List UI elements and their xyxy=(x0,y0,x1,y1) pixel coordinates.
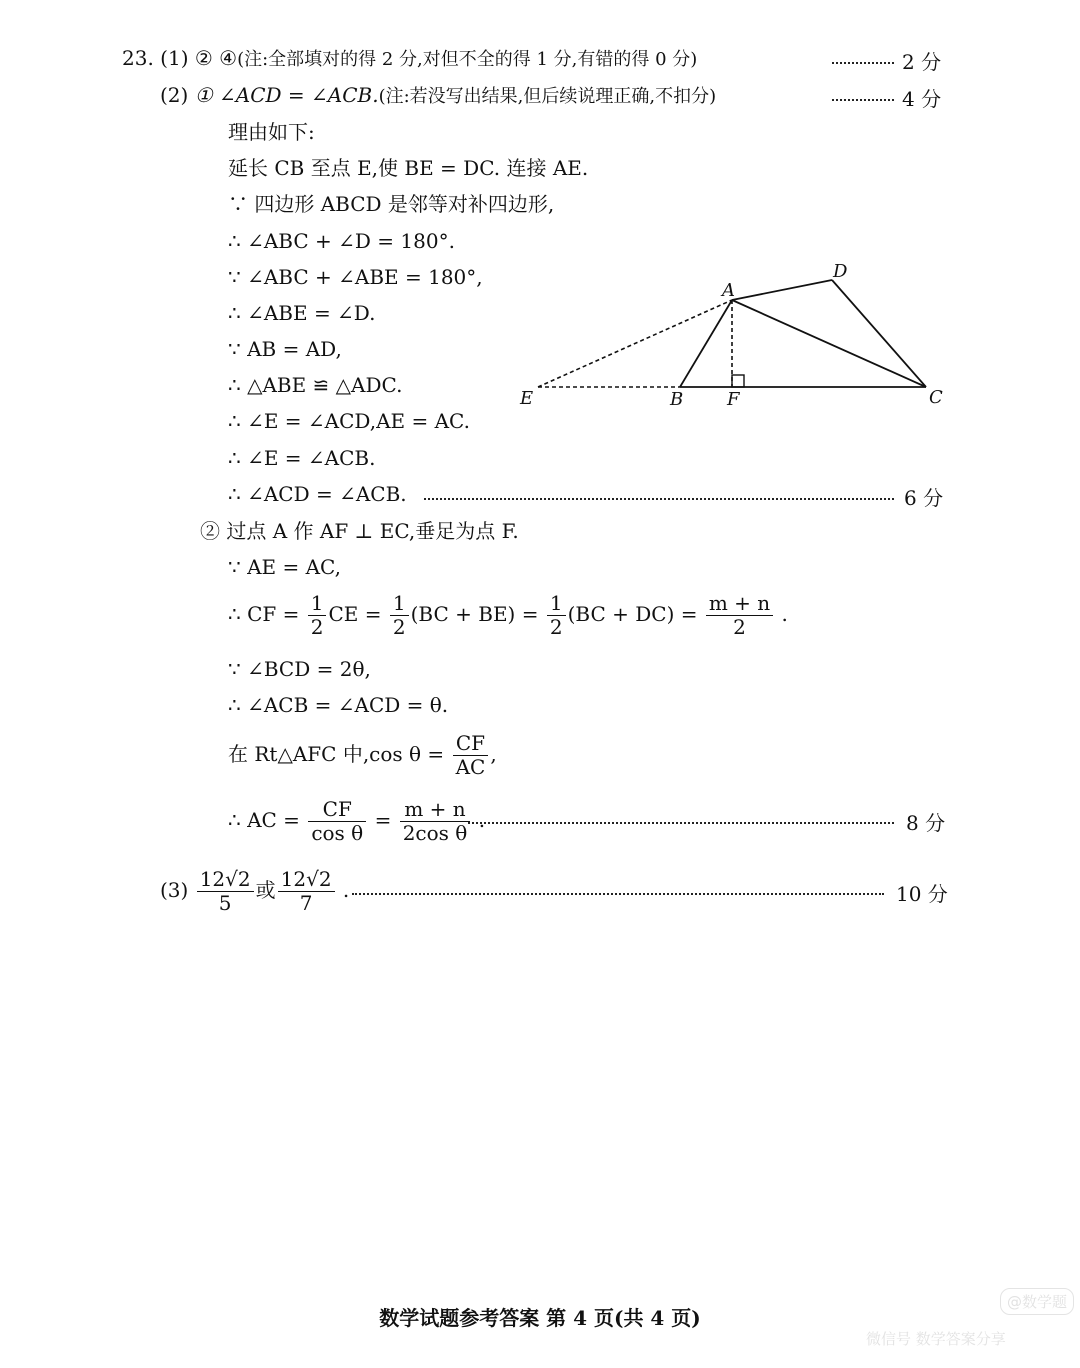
cos-equation: 在 Rt△AFC 中,cos θ = $\frac{CF}{AC}$ , xyxy=(228,731,497,779)
segment-AB xyxy=(680,300,732,387)
right-angle-mark xyxy=(732,375,744,387)
proof-step: ∴ ∠ABE = ∠D. xyxy=(228,301,376,325)
label-E: E xyxy=(520,388,534,409)
fraction-half: $\frac{1}{2}$ xyxy=(390,592,409,639)
reason-title: 理由如下: xyxy=(228,120,315,144)
proof-step: ∴ ∠E = ∠ACD,AE = AC. xyxy=(228,409,471,433)
part2-step: ∴ ∠ACB = ∠ACD = θ. xyxy=(228,693,449,717)
fraction-answer-2: $\frac{12√2}{7}$ xyxy=(278,868,335,915)
ac-equation: ∴ AC = $\frac{CF}{\text{cos θ}}$ = $\frac{m + n}{\text{2cos θ}}$ . xyxy=(228,797,486,845)
score-2: 2 分 xyxy=(902,50,942,74)
fraction-cf-over-cos: $\frac{CF}{\text{cos θ}}$ xyxy=(308,798,366,845)
cf-equation: ∴ CF = $\frac{1}{2}$ CE = $\frac{1}{2}$ (BC + BE) = $\frac{1}{2}$ (BC + DC) = $\frac{m + n}{2}$ . xyxy=(228,591,788,639)
proof-step: ∴ ∠E = ∠ACB. xyxy=(228,446,376,470)
q23-part1-label: 23. (1) xyxy=(122,46,189,70)
cf-prefix: ∴ CF = xyxy=(228,602,300,626)
proof-step: 延长 CB 至点 E,使 BE = DC. 连接 AE. xyxy=(228,156,589,180)
q23-part2 xyxy=(160,83,716,108)
page-footer: 数学试题参考答案 第 4 页(共 4 页) xyxy=(379,1306,701,1330)
leader-dots xyxy=(352,893,884,895)
fraction-answer-1: $\frac{12√2}{5}$ xyxy=(197,868,254,915)
segment-DC xyxy=(832,280,926,387)
proof-step: ∴ ∠ABC + ∠D = 180°. xyxy=(228,229,455,253)
score-8: 8 分 xyxy=(906,811,946,835)
q23-part1-note: (注:全部填对的得 2 分,对但不全的得 1 分,有错的得 0 分) xyxy=(237,49,698,70)
fraction-cf-over-ac: $\frac{CF}{AC}$ xyxy=(453,732,489,779)
q23-part2-answer: ① ∠ACD = ∠ACB. xyxy=(194,83,379,107)
proof-step: ∵ AB = AD, xyxy=(228,337,342,361)
segment-AD xyxy=(732,280,832,300)
proof-step: ∴ △ABE ≌ △ADC. xyxy=(228,373,403,397)
label-F: F xyxy=(727,389,740,410)
score-6: 6 分 xyxy=(904,486,944,510)
proof-step: ∵ 四边形 ABCD 是邻等对补四边形, xyxy=(228,192,555,216)
score-4: 4 分 xyxy=(902,87,942,111)
q23-part3-label: (3) xyxy=(160,878,189,902)
leader-dots xyxy=(832,62,894,64)
leader-dots xyxy=(424,498,894,500)
q23-part1-answer: ② ④ xyxy=(194,46,238,70)
proof-step: ∴ ∠ACD = ∠ACB. xyxy=(228,482,407,506)
part2-title: ② 过点 A 作 AF ⊥ EC,垂足为点 F. xyxy=(200,519,519,543)
fraction-half: $\frac{1}{2}$ xyxy=(547,592,566,639)
label-D: D xyxy=(833,261,848,282)
part2-step: ∵ AE = AC, xyxy=(228,555,341,579)
segment-AE xyxy=(538,300,732,387)
label-C: C xyxy=(929,387,943,408)
cos-prefix: 在 Rt△AFC 中,cos θ = xyxy=(228,742,445,766)
ac-prefix: ∴ AC = xyxy=(228,808,300,832)
part2-step: ∵ ∠BCD = 2θ, xyxy=(228,657,371,681)
fraction-mn-over-2: $\frac{m + n}{2}$ xyxy=(706,592,773,639)
segment-AC xyxy=(732,300,926,387)
label-A: A xyxy=(722,280,735,301)
leader-dots xyxy=(832,99,894,101)
q23-part2-note: (注:若没写出结果,但后续说理正确,不扣分) xyxy=(378,86,717,107)
proof-step: ∵ ∠ABC + ∠ABE = 180°, xyxy=(228,265,483,289)
leader-dots xyxy=(468,822,894,824)
q23-part1 xyxy=(122,46,697,71)
watermark-text: 微信号 数学答案分享 xyxy=(866,1330,1006,1348)
fraction-mn-over-2cos: $\frac{m + n}{\text{2cos θ}}$ xyxy=(400,798,471,845)
q23-part3: (3) $\frac{12√2}{5}$ 或 $\frac{12√2}{7}$ . xyxy=(160,867,350,915)
geometry-figure xyxy=(510,255,960,415)
fraction-half: $\frac{1}{2}$ xyxy=(308,592,327,639)
score-10: 10 分 xyxy=(896,882,948,906)
label-B: B xyxy=(670,389,684,410)
watermark-logo: @数学题 xyxy=(1000,1288,1074,1315)
q23-part2-label: (2) xyxy=(160,83,189,107)
